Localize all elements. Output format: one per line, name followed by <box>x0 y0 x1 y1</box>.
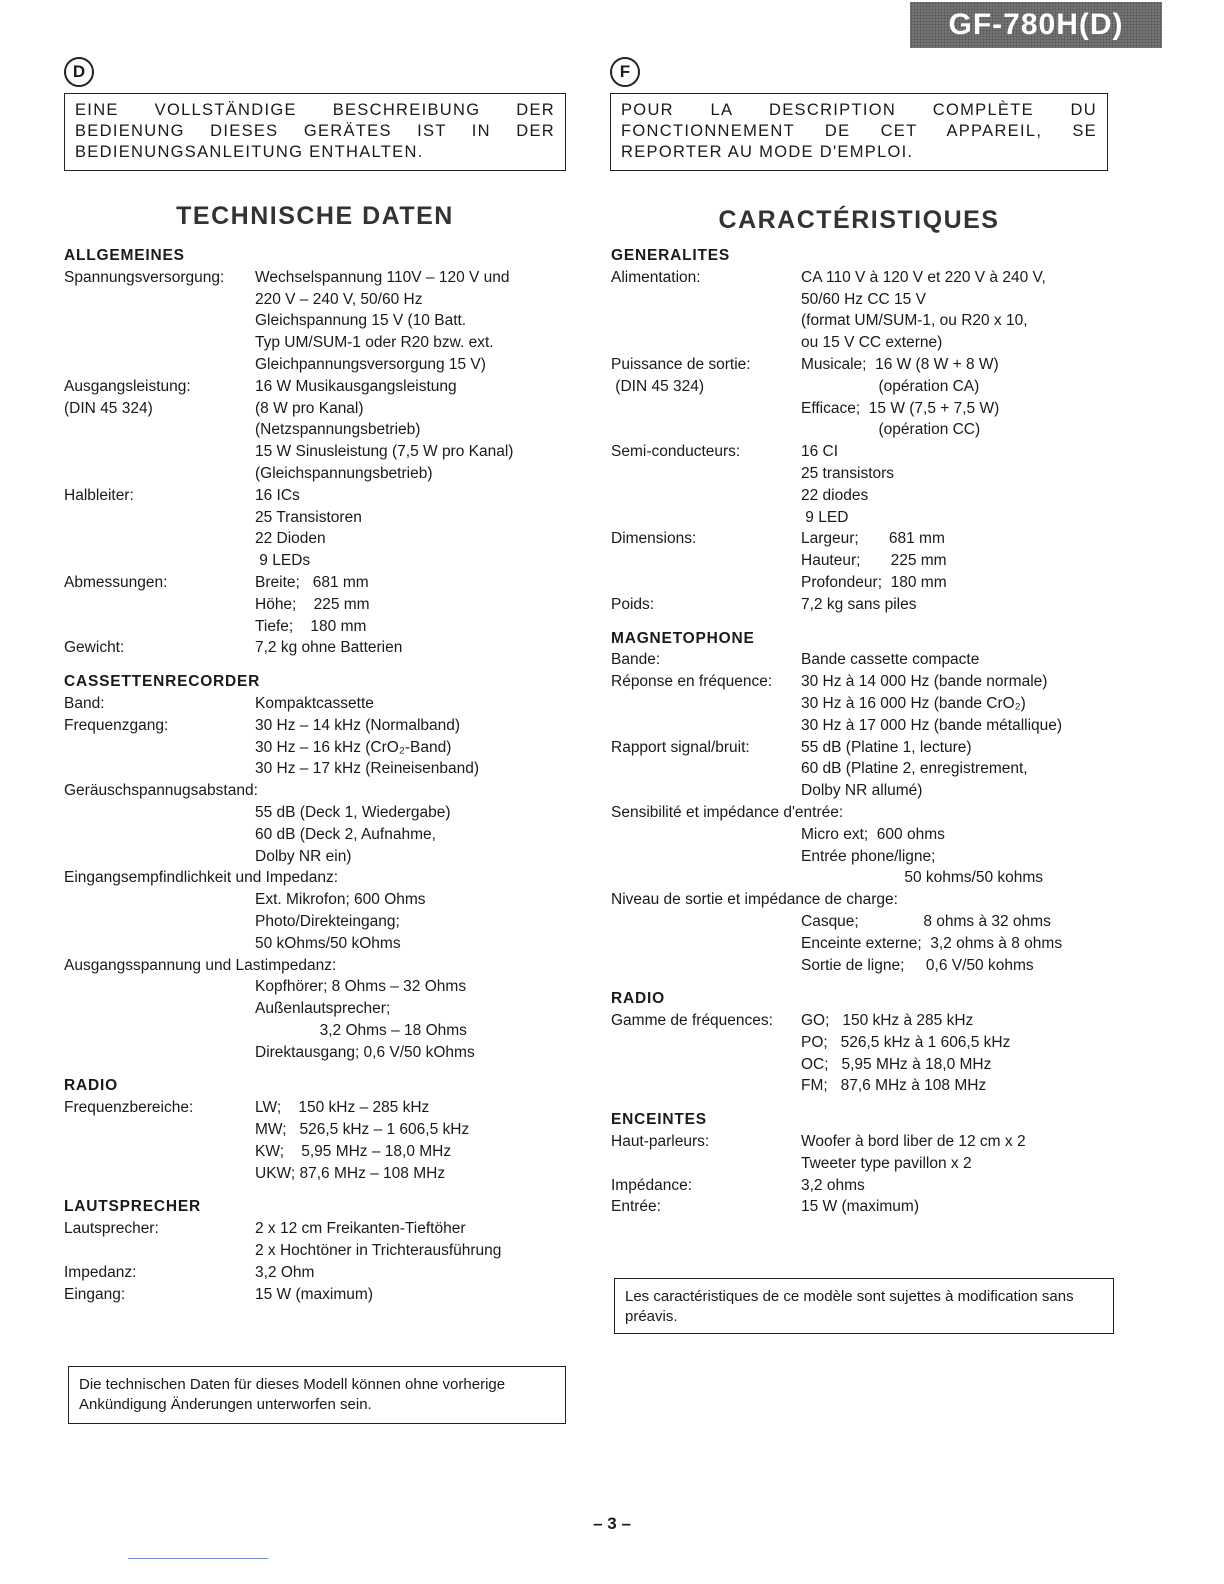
spec-value: 16 CI <box>801 443 839 461</box>
spec-value: Tiefe; 180 mm <box>255 617 367 635</box>
spec-values <box>255 715 479 780</box>
spec-values <box>801 376 999 441</box>
spec-value: CA 110 V à 120 V et 220 V à 240 V, <box>801 268 1046 286</box>
spec-value: (Gleichspannungsbetrieb) <box>255 464 433 482</box>
spec-value: 55 dB (Deck 1, Wiedergabe) <box>255 803 451 821</box>
spec-value: Typ UM/SUM-1 oder R20 bzw. ext. <box>255 334 494 352</box>
spec-label: Eingang: <box>64 1285 126 1303</box>
spec-values <box>801 267 1046 354</box>
spec-value: 2 x Hochtöner in Trichterausführung <box>255 1242 502 1260</box>
spec-values <box>801 649 979 671</box>
spec-row <box>611 267 1131 354</box>
spec-value: 55 dB (Platine 1, lecture) <box>801 738 972 756</box>
spec-values <box>255 976 475 1063</box>
spec-value: 25 transistors <box>801 464 895 482</box>
spec-row <box>611 671 1131 736</box>
spec-value: 7,2 kg ohne Batterien <box>255 639 403 657</box>
section-title: RADIO <box>64 1077 118 1095</box>
spec-value: Wechselspannung 110V – 120 V und <box>255 268 510 286</box>
spec-value: Außenlautsprecher; <box>255 1000 391 1018</box>
spec-values <box>255 802 451 867</box>
spec-row <box>611 376 1131 441</box>
spec-value: Micro ext; 600 ohms <box>801 825 945 843</box>
spec-value: Ext. Mikrofon; 600 Ohms <box>255 891 426 909</box>
spec-value: UKW; 87,6 MHz – 108 MHz <box>255 1164 446 1182</box>
spec-value: (Netzspannungsbetrieb) <box>255 421 421 439</box>
spec-label: Alimentation: <box>611 268 701 286</box>
spec-value: Kompaktcassette <box>255 694 374 712</box>
spec-row <box>64 693 584 715</box>
spec-label: Ausgangsspannung und Lastimpedanz: <box>64 956 337 974</box>
spec-label: Dimensions: <box>611 530 697 548</box>
spec-value: Profondeur; 180 mm <box>801 573 947 591</box>
spec-row <box>64 1218 584 1262</box>
spec-label <box>64 802 255 867</box>
spec-row <box>64 802 584 867</box>
spec-value: 25 Transistoren <box>255 508 362 526</box>
lang-circle-de: D <box>64 57 94 87</box>
spec-values <box>801 594 916 616</box>
spec-label: Gewicht: <box>64 639 125 657</box>
spec-section <box>611 988 1131 1097</box>
spec-values <box>801 354 999 376</box>
spec-values <box>255 693 374 715</box>
spec-value: Hauteur; 225 mm <box>801 552 947 570</box>
spec-value: Woofer à bord liber de 12 cm x 2 <box>801 1133 1026 1151</box>
spec-row <box>64 976 584 1063</box>
section-title: ALLGEMEINES <box>64 247 185 264</box>
spec-value: 50/60 Hz CC 15 V <box>801 290 926 308</box>
spec-value: Musicale; 16 W (8 W + 8 W) <box>801 355 999 373</box>
spec-value: 3,2 ohms <box>801 1176 865 1194</box>
spec-value: KW; 5,95 MHz – 18,0 MHz <box>255 1142 452 1160</box>
footer-box-de: Die technischen Daten für dieses Modell können ohne vorherige Ankündigung Änderungen unterworfen sein. <box>68 1366 566 1424</box>
spec-value: 15 W (maximum) <box>801 1198 919 1216</box>
spec-row <box>611 1196 1131 1218</box>
spec-values <box>801 528 947 593</box>
spec-values <box>801 1175 865 1197</box>
spec-value: 16 W Musikausgangsleistung <box>255 377 457 395</box>
spec-values <box>255 1218 501 1262</box>
spec-value: Gleichpannungsversorgung 15 V) <box>255 355 486 373</box>
spec-label: Haut-parleurs: <box>611 1133 710 1151</box>
section-title: CASSETTENRECORDER <box>64 673 261 691</box>
spec-value: 30 Hz à 14 000 Hz (bande normale) <box>801 673 1048 691</box>
spec-row <box>64 1097 584 1184</box>
divider-line <box>128 1558 268 1559</box>
spec-row <box>64 572 584 637</box>
spec-label: Ausgangsleistung: <box>64 377 191 395</box>
spec-value: 9 LED <box>801 508 849 526</box>
spec-row <box>611 528 1131 593</box>
section-title: MAGNETOPHONE <box>611 629 755 647</box>
spec-value: 220 V – 240 V, 50/60 Hz <box>255 290 423 308</box>
spec-value: Direktausgang; 0,6 V/50 kOhms <box>255 1043 475 1061</box>
heading-de: TECHNISCHE DATEN <box>176 202 454 230</box>
spec-label: Spannungsversorgung: <box>64 268 225 286</box>
spec-row <box>64 376 584 398</box>
notice-box-de: EINE VOLLSTÄNDIGE BESCHREIBUNG DER BEDIENUNG DIESES GERÄTES IST IN DER BEDIENUNGSANLEITUNG ENTHALTEN. <box>64 93 566 171</box>
spec-values <box>255 267 510 376</box>
spec-row <box>64 637 584 659</box>
spec-value: Sortie de ligne; 0,6 V/50 kohms <box>801 956 1034 974</box>
spec-row <box>64 889 584 954</box>
spec-row <box>611 824 1131 889</box>
spec-label: Impedanz: <box>64 1263 137 1281</box>
spec-values <box>801 441 894 528</box>
spec-label: (DIN 45 324) <box>64 399 153 417</box>
spec-column-fr <box>611 245 1131 1218</box>
spec-label: Bande: <box>611 651 661 669</box>
spec-value: 60 dB (Platine 2, enregistrement, <box>801 760 1028 778</box>
spec-value: 22 diodes <box>801 486 869 504</box>
spec-value: 50 kohms/50 kohms <box>801 869 1044 887</box>
section-title: ENCEINTES <box>611 1111 707 1129</box>
spec-values <box>255 1284 373 1306</box>
spec-value: 2 x 12 cm Freikanten-Tieftöher <box>255 1220 466 1238</box>
page-number: – 3 – <box>593 1514 631 1533</box>
spec-section <box>611 1109 1131 1218</box>
spec-label: Eingangsempfindlichkeit und Impedanz: <box>64 869 339 887</box>
spec-value: 30 Hz à 17 000 Hz (bande métallique) <box>801 716 1063 734</box>
spec-value: 30 Hz à 16 000 Hz (bande CrO₂) <box>801 694 1026 712</box>
spec-value: Largeur; 681 mm <box>801 530 945 548</box>
spec-value: 15 W Sinusleistung (7,5 W pro Kanal) <box>255 443 514 461</box>
spec-label: Rapport signal/bruit: <box>611 738 750 756</box>
spec-row <box>611 1131 1131 1175</box>
spec-row <box>611 441 1131 528</box>
spec-values <box>255 398 513 485</box>
spec-value: Photo/Direkteingang; <box>255 912 400 930</box>
spec-value: Tweeter type pavillon x 2 <box>801 1154 972 1172</box>
spec-value: Enceinte externe; 3,2 ohms à 8 ohms <box>801 934 1063 952</box>
spec-values <box>801 1010 1010 1097</box>
spec-section <box>64 671 584 1063</box>
spec-value: Dolby NR ein) <box>255 847 352 865</box>
spec-value: Höhe; 225 mm <box>255 595 370 613</box>
spec-label: Geräuschspannugsabstand: <box>64 782 258 800</box>
spec-value: 3,2 Ohm <box>255 1263 315 1281</box>
spec-values <box>801 824 1043 889</box>
spec-value: (format UM/SUM-1, ou R20 x 10, <box>801 312 1028 330</box>
spec-value: 16 ICs <box>255 486 300 504</box>
spec-section <box>611 628 1131 977</box>
spec-label <box>611 824 801 889</box>
spec-row <box>611 594 1131 616</box>
spec-row <box>611 1175 1131 1197</box>
spec-row <box>64 955 584 977</box>
spec-row <box>611 802 1131 824</box>
spec-values <box>255 1262 314 1284</box>
spec-value: 50 kOhms/50 kOhms <box>255 934 401 952</box>
spec-row <box>611 1010 1131 1097</box>
spec-value: (opération CC) <box>801 421 981 439</box>
spec-values <box>255 572 370 637</box>
spec-values <box>801 1131 1026 1175</box>
spec-value: 30 Hz – 16 kHz (CrO₂-Band) <box>255 738 452 756</box>
spec-section <box>64 245 584 659</box>
spec-value: LW; 150 kHz – 285 kHz <box>255 1099 430 1117</box>
spec-row <box>64 398 584 485</box>
spec-values <box>255 889 426 954</box>
spec-label: Halbleiter: <box>64 486 134 504</box>
section-title: RADIO <box>611 990 665 1008</box>
spec-row <box>64 1262 584 1284</box>
model-badge: GF-780H(D) <box>910 2 1162 48</box>
spec-value: OC; 5,95 MHz à 18,0 MHz <box>801 1055 992 1073</box>
spec-value: Dolby NR allumé) <box>801 782 923 800</box>
spec-value: 3,2 Ohms – 18 Ohms <box>255 1021 467 1039</box>
spec-value: 9 LEDs <box>255 552 311 570</box>
spec-values <box>801 911 1062 976</box>
footer-box-fr: Les caractéristiques de ce modèle sont sujettes à modification sans préavis. <box>614 1278 1114 1334</box>
spec-value: 30 Hz – 17 kHz (Reineisenband) <box>255 760 480 778</box>
spec-value: GO; 150 kHz à 285 kHz <box>801 1012 974 1030</box>
spec-value: FM; 87,6 MHz à 108 MHz <box>801 1077 987 1095</box>
spec-value: Entrée phone/ligne; <box>801 847 936 865</box>
spec-value: 15 W (maximum) <box>255 1285 373 1303</box>
spec-values <box>255 376 457 398</box>
spec-value: Breite; 681 mm <box>255 573 369 591</box>
spec-label: Réponse en fréquence: <box>611 673 773 691</box>
spec-label <box>64 976 255 1063</box>
spec-row <box>611 649 1131 671</box>
spec-values <box>255 485 362 572</box>
spec-label: Semi-conducteurs: <box>611 443 741 461</box>
spec-value: Gleichspannung 15 V (10 Batt. <box>255 312 467 330</box>
spec-label: Sensibilité et impédance d'entrée: <box>611 803 844 821</box>
spec-label: Gamme de fréquences: <box>611 1012 773 1030</box>
spec-values <box>801 737 1028 802</box>
spec-value: PO; 526,5 kHz à 1 606,5 kHz <box>801 1033 1011 1051</box>
spec-section <box>64 1075 584 1184</box>
heading-fr: CARACTÉRISTIQUES <box>718 206 1000 234</box>
spec-section <box>64 1196 584 1305</box>
spec-value: (8 W pro Kanal) <box>255 399 364 417</box>
spec-label: Abmessungen: <box>64 573 168 591</box>
spec-label: Puissance de sortie: <box>611 355 751 373</box>
spec-label: Niveau de sortie et impédance de charge: <box>611 891 898 909</box>
spec-label: Entrée: <box>611 1198 661 1216</box>
spec-row <box>64 867 584 889</box>
spec-row <box>64 715 584 780</box>
spec-values <box>801 1196 919 1218</box>
spec-label <box>64 889 255 954</box>
spec-column-de <box>64 245 584 1305</box>
spec-row <box>611 889 1131 911</box>
spec-value: 22 Dioden <box>255 530 326 548</box>
spec-values <box>801 671 1062 736</box>
lang-circle-fr: F <box>610 57 640 87</box>
spec-row <box>611 911 1131 976</box>
spec-label: Impédance: <box>611 1176 692 1194</box>
spec-values <box>255 1097 469 1184</box>
spec-values <box>255 637 402 659</box>
spec-value: 60 dB (Deck 2, Aufnahme, <box>255 825 436 843</box>
spec-label <box>611 911 801 976</box>
spec-value: Casque; 8 ohms à 32 ohms <box>801 912 1051 930</box>
spec-row <box>64 780 584 802</box>
section-title: LAUTSPRECHER <box>64 1198 202 1216</box>
spec-label: Frequenzgang: <box>64 716 169 734</box>
section-title: GENERALITES <box>611 247 731 264</box>
spec-value: 7,2 kg sans piles <box>801 595 917 613</box>
spec-row <box>611 737 1131 802</box>
spec-row <box>611 354 1131 376</box>
spec-label: Band: <box>64 694 105 712</box>
spec-row <box>64 485 584 572</box>
spec-value: MW; 526,5 kHz – 1 606,5 kHz <box>255 1121 470 1139</box>
spec-label: Frequenzbereiche: <box>64 1099 194 1117</box>
spec-value: (opération CA) <box>801 377 980 395</box>
spec-label: (DIN 45 324) <box>611 377 705 395</box>
spec-value: ou 15 V CC externe) <box>801 334 943 352</box>
spec-section <box>611 245 1131 616</box>
spec-value: Efficace; 15 W (7,5 + 7,5 W) <box>801 399 1000 417</box>
spec-label: Lautsprecher: <box>64 1220 159 1238</box>
spec-value: Kopfhörer; 8 Ohms – 32 Ohms <box>255 978 467 996</box>
spec-value: 30 Hz – 14 kHz (Normalband) <box>255 716 461 734</box>
spec-row <box>64 267 584 376</box>
spec-label: Poids: <box>611 595 655 613</box>
spec-value: Bande cassette compacte <box>801 651 980 669</box>
notice-box-fr: POUR LA DESCRIPTION COMPLÈTE DU FONCTIONNEMENT DE CET APPAREIL, SE REPORTER AU MODE D'EMPLOI. <box>610 93 1108 171</box>
spec-row <box>64 1284 584 1306</box>
